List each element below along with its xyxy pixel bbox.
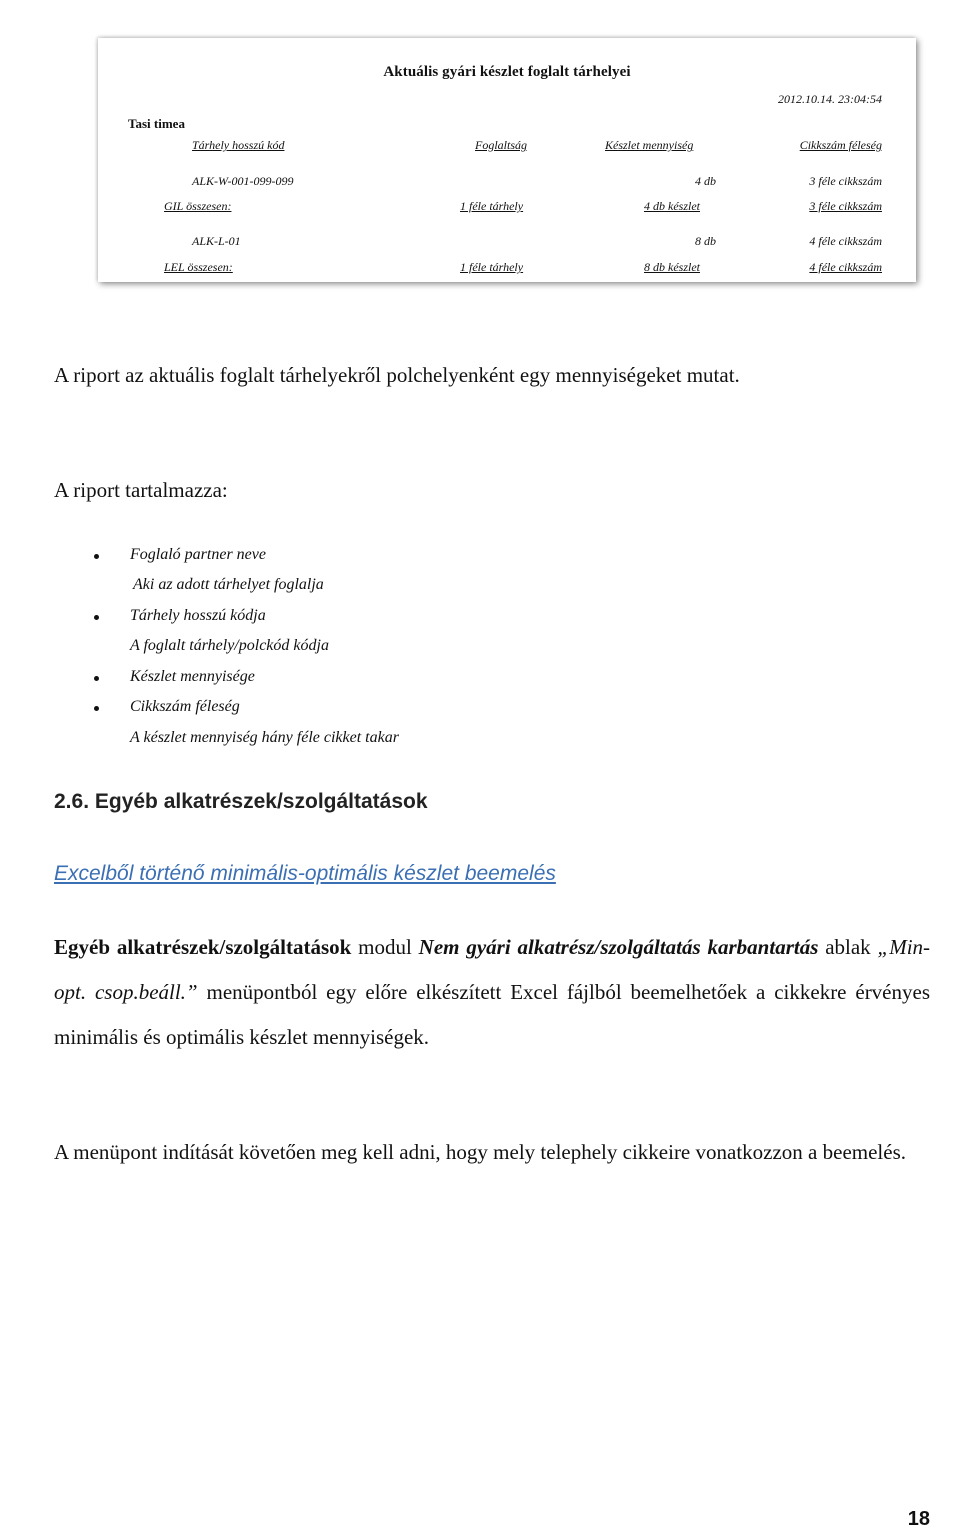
bullet-icon [94,615,99,620]
bullet-icon [94,554,99,559]
bullet-icon [94,706,99,711]
list-item: Tárhely hosszú kódja [130,607,266,625]
module-name: Egyéb alkatrészek/szolgáltatások [54,935,352,959]
list-item: Aki az adott tárhelyet foglalja [133,576,324,593]
section-heading: 2.6. Egyéb alkatrészek/szolgáltatások [54,790,428,813]
list-item: A készlet mennyiség hány féle cikket takar [130,729,399,746]
list-item: Készlet mennyisége [130,668,255,686]
row-variety: 3 féle cikkszám [809,174,882,188]
bullet-icon [94,676,99,681]
total-places: 1 féle tárhely [460,199,524,213]
total-label: GIL összesen: [164,199,232,213]
report-datetime: 2012.10.14. 23:04:54 [778,92,882,106]
total-variety: 4 féle cikkszám [809,260,882,274]
start-paragraph: A menüpont indítását követően meg kell adni, hogy mely telephely cikkeire vonatkozzon a beemelés. [54,1140,906,1164]
col-header-long-code: Tárhely hosszú kód [192,138,285,152]
report-title: Aktuális gyári készlet foglalt tárhelyei [383,64,631,80]
col-header-stock-qty: Készlet mennyiség [605,138,694,152]
col-header-item-variety: Cikkszám féleség [799,138,882,152]
total-qty: 4 db készlet [644,199,700,213]
module-paragraph: Egyéb alkatrészek/szolgáltatások modul Nem gyári alkatrész/szolgáltatás karbantartás ablak „Min-opt. csop.beáll.” menüpontból egy előre elkészített Excel fájlból beemelhetőek a cikkekre érvényes minimális és optimális készlet mennyiségek. [54,935,931,1049]
total-label: LEL összesen: [164,260,233,274]
subsection-link[interactable]: Excelből történő minimális-optimális készlet beemelés [54,862,556,885]
total-variety: 3 féle cikkszám [809,199,882,213]
intro-paragraph: A riport az aktuális foglalt tárhelyekről polchelyenként egy mennyiségeket mutat. [54,363,740,387]
row-qty: 8 db [695,234,716,248]
report-screenshot [98,38,916,282]
list-item: A foglalt tárhely/polckód kódja [130,637,329,654]
total-qty: 8 db készlet [644,260,700,274]
report-user: Tasi timea [128,116,185,131]
total-places: 1 féle tárhely [460,260,524,274]
row-code: ALK-W-001-099-099 [192,174,294,188]
menu-item-name: „Min-opt. csop.beáll.” [54,935,931,1004]
window-name: Nem gyári alkatrész/szolgáltatás karbantartás [418,935,819,959]
contains-label: A riport tartalmazza: [54,478,228,502]
list-item: Cikkszám féleség [130,698,240,716]
row-variety: 4 féle cikkszám [809,234,882,248]
col-header-occupancy: Foglaltság [475,138,528,152]
page-number: 18 [907,1508,930,1530]
row-qty: 4 db [695,174,716,188]
list-item: Foglaló partner neve [130,546,266,564]
row-code: ALK-L-01 [192,234,241,248]
